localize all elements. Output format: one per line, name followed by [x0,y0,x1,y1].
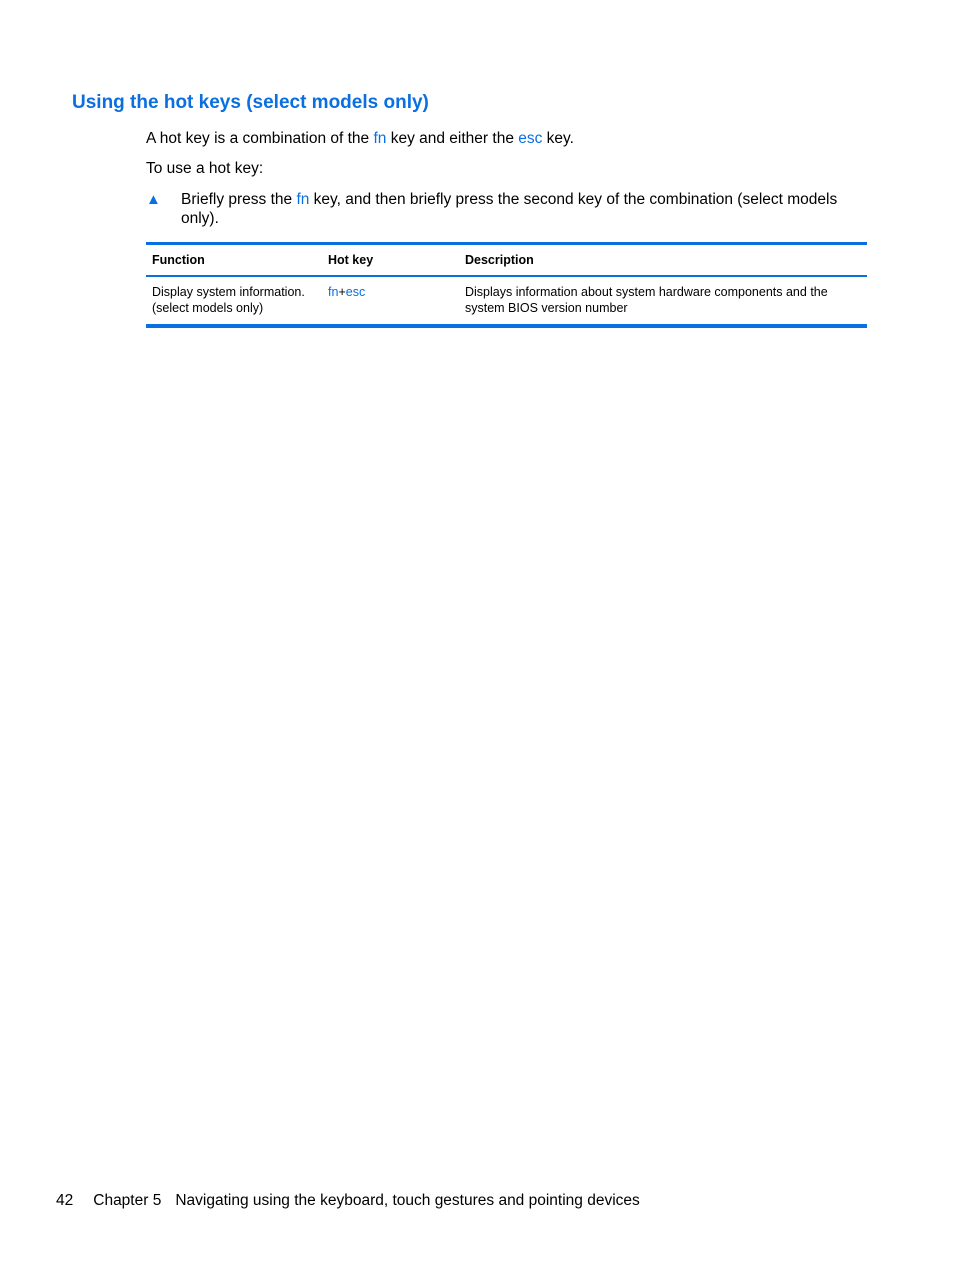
cell-description: Displays information about system hardware components and the system BIOS version number [465,285,828,315]
intro-paragraph [146,129,574,148]
intro-text-end: key. [542,130,574,147]
page-number: 42 [56,1192,74,1209]
hotkey-fn-label: fn [328,285,339,299]
cell-hot-key [322,276,459,326]
chapter-title: Navigating using the keyboard, touch gestures and pointing devices [175,1192,640,1209]
table-header-row [146,244,867,277]
fn-key-label: fn [373,130,387,147]
triangle-bullet-icon: ▲ [146,191,161,208]
table-row [146,276,867,326]
chapter-label: Chapter 5 [93,1192,162,1209]
section-heading: Using the hot keys (select models only) [72,92,429,113]
hotkey-separator: + [338,285,346,299]
bullet-text-start: Briefly press the [181,191,297,208]
bullet-fn-key-label: fn [296,191,310,208]
cell-function: Display system information. (select models only) [152,285,305,315]
page-footer [56,1192,640,1210]
header-description: Description [465,253,534,267]
to-use-paragraph: To use a hot key: [146,160,264,177]
header-function: Function [152,253,205,267]
intro-text-start: A hot key is a combination of the [146,130,374,147]
hotkey-table [146,242,867,328]
header-hot-key: Hot key [328,253,374,267]
esc-key-label: esc [518,130,543,147]
bullet-text-end: key, and then briefly press the second key of the combination (select models only). [181,191,838,227]
hotkey-esc-label: esc [345,285,366,299]
intro-text-middle: key and either the [386,130,519,147]
bullet-text [181,190,871,228]
